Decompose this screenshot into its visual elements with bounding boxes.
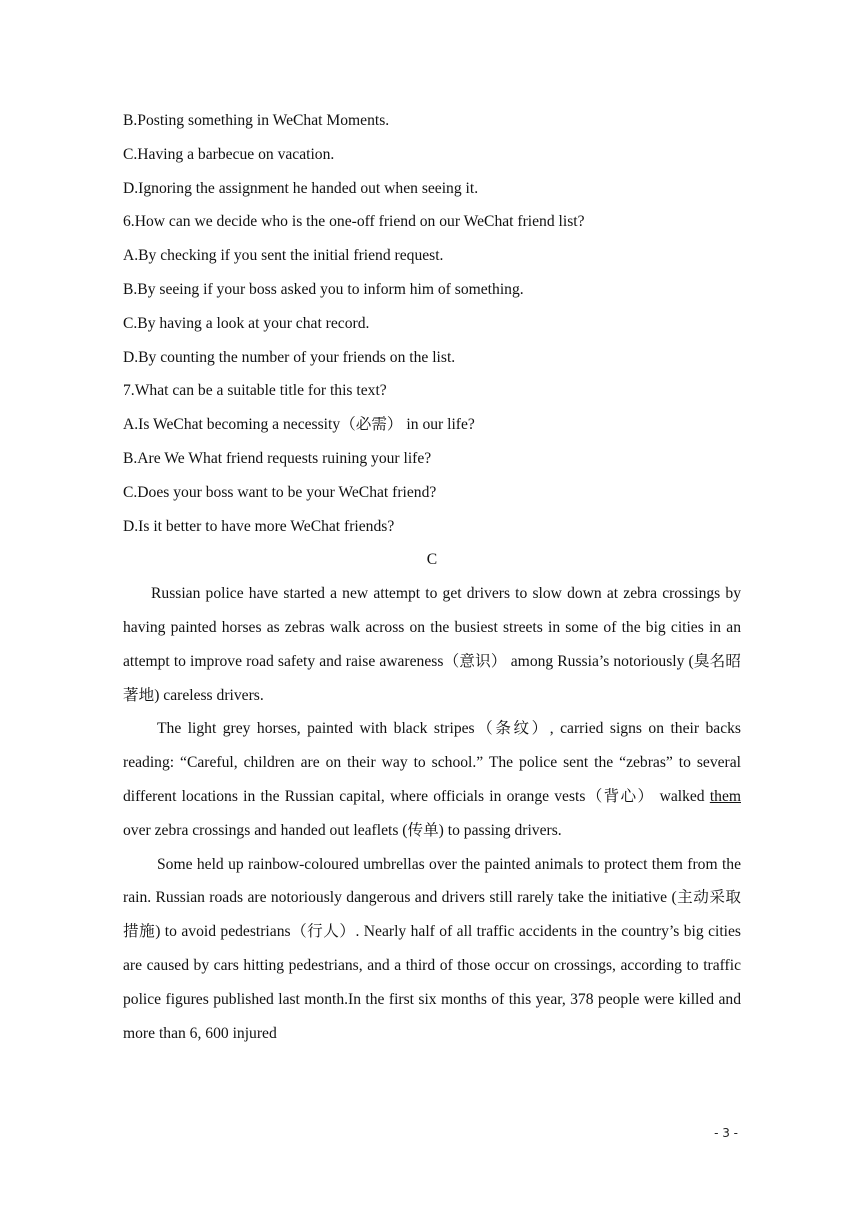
page-number: - 3 - <box>714 1126 738 1140</box>
option-5c: C.Having a barbecue on vacation. <box>123 145 335 163</box>
option-7c: C.Does your boss want to be your WeChat friend? <box>123 483 437 501</box>
paragraph-2-text-end: over zebra crossings and handed out leaflets (传单) to passing drivers. <box>123 821 562 839</box>
option-6d: D.By counting the number of your friends on the list. <box>123 348 456 366</box>
option-7d: D.Is it better to have more WeChat friends? <box>123 517 395 535</box>
question-6: 6.How can we decide who is the one-off friend on our WeChat friend list? <box>123 213 585 231</box>
document-body <box>123 104 741 1050</box>
option-7b: B.Are We What friend requests ruining your life? <box>123 449 432 467</box>
underlined-word: them <box>709 787 741 805</box>
option-6b: B.By seeing if your boss asked you to inform him of something. <box>123 280 524 298</box>
paragraph-2-text-start: The light grey horses, painted with black stripes（条纹）, carried signs on their backs reading: “Careful, children are on their way to school.” The police sent the “zebras” to several different locations in the Russian capital, where officials in orange vests（背心） walked <box>123 720 741 805</box>
question-7: 7.What can be a suitable title for this text? <box>123 382 387 400</box>
option-5b: B.Posting something in WeChat Moments. <box>123 112 390 129</box>
passage-paragraph-3: Some held up rainbow-coloured umbrellas over the painted animals to protect them from the rain. Russian roads are notoriously dangerous and drivers still rarely take the initiative (主动采取措施) to avoid pedestrians（行人）. Nearly half of all traffic accidents in the country’s big cities are caused by cars hitting pedestrians, and a third of those occur on crossings, according to traffic police figures published last month.In the first six months of this year, 378 people were killed and more than 6, 600 injured <box>123 855 741 1042</box>
option-6c: C.By having a look at your chat record. <box>123 314 370 332</box>
passage-paragraph-1: Russian police have started a new attempt to get drivers to slow down at zebra crossings by having painted horses as zebras walk across on the busiest streets in some of the big cities in an attempt to improve road safety and raise awareness（意识） among Russia’s notoriously (臭名昭著地) careless drivers. <box>123 585 741 704</box>
option-7a: A.Is WeChat becoming a necessity（必需） in our life? <box>123 416 475 434</box>
section-label: C <box>426 551 438 569</box>
option-5d: D.Ignoring the assignment he handed out when seeing it. <box>123 179 479 197</box>
option-6a: A.By checking if you sent the initial friend request. <box>123 247 444 265</box>
passage-paragraph-2 <box>123 712 741 847</box>
